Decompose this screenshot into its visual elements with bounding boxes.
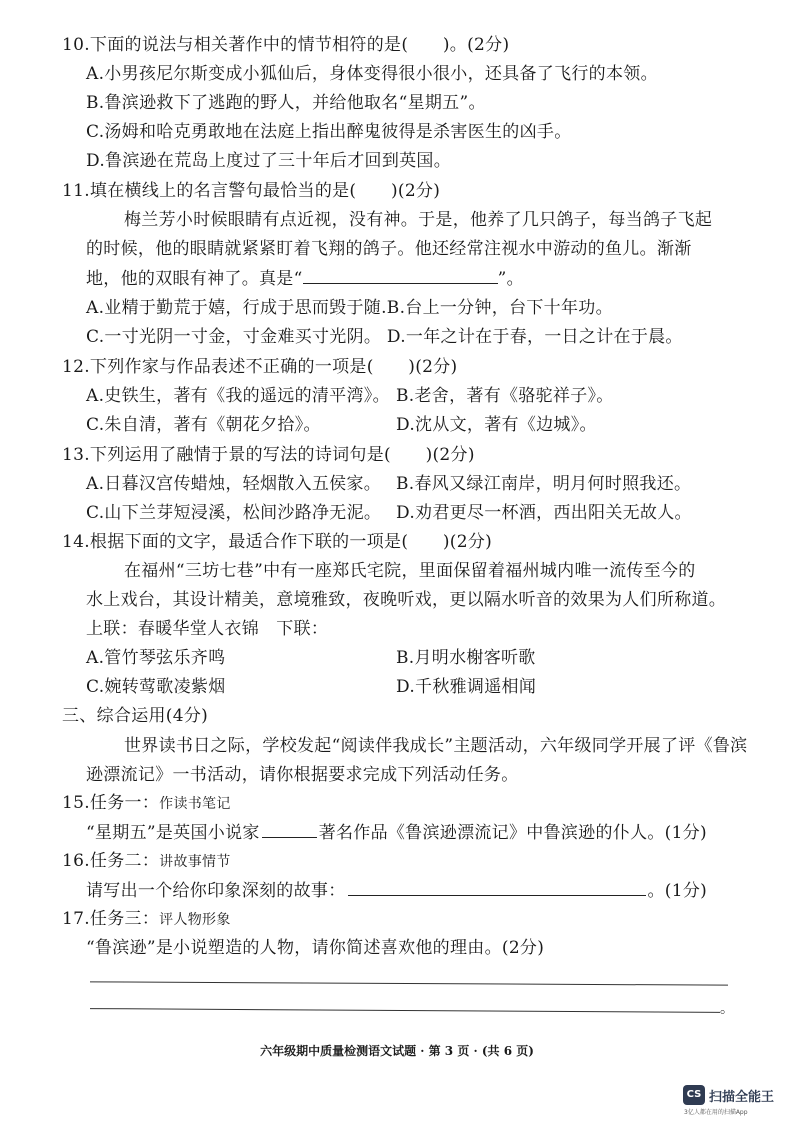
- q14-option-d: D.千秋雅调遥相闻: [396, 677, 537, 697]
- q11-answer-blank: [303, 267, 498, 284]
- q10-option-d: D.鲁滨逊在荒岛上度过了三十年后才回到英国。: [86, 151, 452, 171]
- q10-option-b: B.鲁滨逊救下了逃跑的野人，并给他取名“星期五”。: [86, 93, 486, 113]
- q13-option-b: B.春风又绿江南岸，明月何时照我还。: [396, 474, 692, 494]
- page-footer: 六年级期中质量检测语文试题 · 第 3 页 · (共 6 页): [260, 1044, 534, 1058]
- q16-handwritten-task: 讲故事情节: [159, 854, 231, 870]
- scanner-logo-icon: CS: [683, 1085, 705, 1105]
- q15-text-pre: “星期五”是英国小说家: [86, 823, 260, 843]
- q10-option-c: C.汤姆和哈克勇敢地在法庭上指出醉鬼彼得是杀害医生的凶手。: [86, 122, 572, 142]
- q14-option-a: A.管竹琴弦乐齐鸣: [86, 648, 226, 668]
- q11-passage-line3: [86, 267, 524, 290]
- q14-couplet: 上联：春暖华堂人衣锦 下联：: [86, 619, 329, 639]
- q11-options-ab: A.业精于勤荒于嬉，行成于思而毁于随.B.台上一分钟，台下十年功。: [86, 298, 613, 318]
- q17-answer-line-2: [90, 1008, 720, 1013]
- q15-text: [86, 821, 707, 844]
- q11-stem: 11.填在横线上的名言警句最恰当的是( )(2分): [62, 181, 441, 201]
- q15-title: [62, 792, 231, 815]
- q14-option-b: B.月明水榭客听歌: [396, 648, 536, 668]
- q11-passage-line3-pre: 地，他的双眼有神了。真是“: [86, 269, 303, 289]
- section3-title: 三、综合运用(4分): [62, 706, 209, 726]
- q15-text-post: 著名作品《鲁滨逊漂流记》中鲁滨逊的仆人。(1分): [318, 823, 707, 843]
- q14-stem: 14.根据下面的文字，最适合作下联的一项是( )(2分): [62, 532, 493, 552]
- q16-text-pre: 请写出一个给你印象深刻的故事：: [86, 881, 346, 901]
- q15-answer-blank: [262, 821, 317, 838]
- section3-intro-line1: 世界读书日之际，学校发起“阅读伴我成长”主题活动，六年级同学开展了评《鲁滨: [124, 736, 748, 756]
- q12-option-a: A.史铁生，著有《我的遥远的清平湾》。: [86, 386, 390, 406]
- q12-option-c: C.朱自清，著有《朝花夕拾》。: [86, 415, 321, 435]
- q14-option-c: C.婉转莺歌凌紫烟: [86, 677, 226, 697]
- q11-passage-line1: 梅兰芳小时候眼睛有点近视，没有神。于是，他养了几只鸽子，每当鸽子飞起: [124, 210, 713, 230]
- q13-option-c: C.山下兰芽短浸溪，松间沙路净无泥。: [86, 503, 382, 523]
- q12-stem: 12.下列作家与作品表述不正确的一项是( )(2分): [62, 357, 458, 377]
- q17-answer-line-1: [90, 981, 728, 985]
- q12-option-b: B.老舍，著有《骆驼祥子》。: [396, 386, 614, 406]
- q11-passage-line3-post: ”。: [497, 269, 524, 289]
- q16-text: [86, 879, 707, 902]
- q13-stem: 13.下列运用了融情于景的写法的诗词句是( )(2分): [62, 445, 475, 465]
- q11-passage-line2: 的时候，他的眼睛就紧紧盯着飞翔的鸽子。他还经常注视水中游动的鱼儿。渐渐: [86, 239, 692, 259]
- q15-title-label: 15.任务一：: [62, 793, 160, 813]
- q12-option-d: D.沈从文，著有《边城》。: [396, 415, 597, 435]
- q16-answer-blank: [348, 879, 646, 896]
- q14-passage-line1: 在福州“三坊七巷”中有一座郑氏宅院，里面保留着福州城内唯一流传至今的: [124, 561, 696, 581]
- section3-intro-line2: 逊漂流记》一书活动，请你根据要求完成下列活动任务。: [86, 765, 519, 785]
- q11-options-cd: C.一寸光阴一寸金，寸金难买寸光阴。 D.一年之计在于春，一日之计在于晨。: [86, 327, 683, 347]
- q17-answer-end: 。: [720, 1001, 735, 1017]
- q16-text-post: 。(1分): [647, 881, 708, 901]
- scanner-tagline: 3亿人都在用的扫描App: [684, 1109, 748, 1116]
- q17-text: “鲁滨逊”是小说塑造的人物，请你简述喜欢他的理由。(2分): [86, 938, 545, 958]
- q10-option-a: A.小男孩尼尔斯变成小狐仙后，身体变得很小很小，还具备了飞行的本领。: [86, 64, 658, 84]
- scanner-watermark: [683, 1083, 793, 1119]
- q15-handwritten-task: 作读书笔记: [159, 796, 231, 812]
- q10-stem: 10.下面的说法与相关著作中的情节相符的是( )。(2分): [62, 35, 510, 55]
- q16-title: [62, 850, 231, 873]
- q16-title-label: 16.任务二：: [62, 851, 160, 871]
- scanner-app-name: 扫描全能王: [709, 1090, 775, 1105]
- q13-option-a: A.日暮汉宫传蜡烛，轻烟散入五侯家。: [86, 474, 382, 494]
- q17-title-label: 17.任务三：: [62, 909, 160, 929]
- q14-passage-line2: 水上戏台，其设计精美，意境雅致，夜晚听戏，更以隔水听音的效果为人们所称道。: [86, 590, 727, 610]
- q17-handwritten-task: 评人物形象: [159, 912, 231, 928]
- q13-option-d: D.劝君更尽一杯酒，西出阳关无故人。: [396, 503, 692, 523]
- q17-title: [62, 908, 231, 931]
